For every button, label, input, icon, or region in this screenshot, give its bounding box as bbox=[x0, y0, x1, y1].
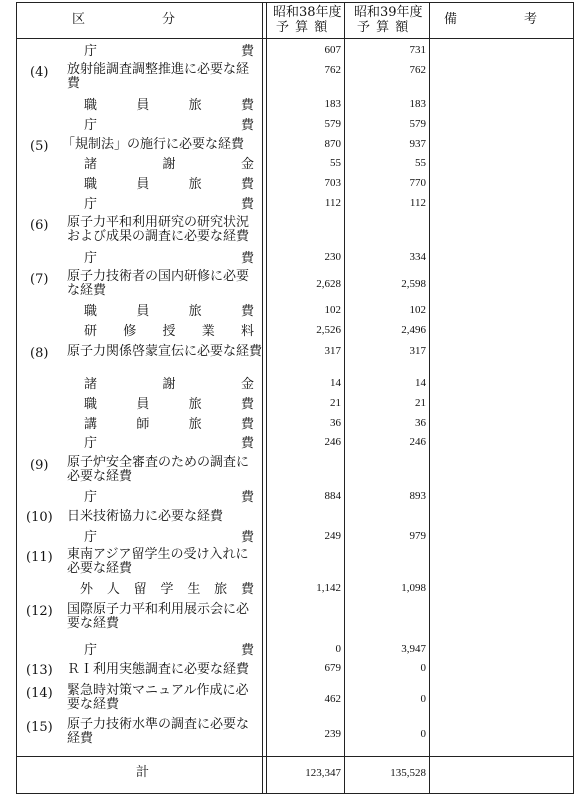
fy38-value: 2,526 bbox=[316, 324, 341, 336]
item-label: 庁 費 bbox=[84, 436, 254, 451]
item-number: (11) bbox=[26, 550, 53, 565]
item-label: 職 員 旅 費 bbox=[84, 98, 254, 113]
item-label: 原子力技術者の国内研修に必要な経費 bbox=[67, 269, 250, 298]
fy38-value: 21 bbox=[330, 397, 341, 409]
fy39-value: 334 bbox=[409, 251, 426, 263]
item-label: 研 修 授 業 料 bbox=[84, 324, 254, 339]
fy39-value: 937 bbox=[409, 138, 426, 150]
fy39-value: 21 bbox=[415, 397, 426, 409]
item-label: 庁 費 bbox=[84, 118, 254, 133]
rule-fy38-left bbox=[266, 2, 267, 794]
item-number: (14) bbox=[26, 686, 53, 701]
item-label: ＲＩ利用実態調査に必要な経費 bbox=[67, 662, 250, 677]
header-fy38-year: 昭和38年度 bbox=[273, 5, 342, 20]
item-label: 庁 費 bbox=[84, 44, 254, 59]
fy38-value: 112 bbox=[324, 197, 341, 209]
rule-top bbox=[16, 2, 574, 3]
fy39-value: 14 bbox=[415, 377, 426, 389]
rule-left bbox=[16, 2, 17, 794]
total-fy39: 135,528 bbox=[390, 767, 426, 779]
rule-category-right bbox=[262, 2, 263, 794]
header-category: 区 分 bbox=[72, 12, 178, 27]
fy38-value: 462 bbox=[324, 693, 341, 705]
rule-fy38-right bbox=[344, 2, 345, 794]
fy38-value: 230 bbox=[324, 251, 341, 263]
item-label: 庁 費 bbox=[84, 251, 254, 266]
item-number: (15) bbox=[26, 720, 53, 735]
item-label: 原子力技術水準の調査に必要な経費 bbox=[67, 717, 250, 746]
item-label: 庁 費 bbox=[84, 197, 254, 212]
rule-fy39-right bbox=[429, 2, 430, 794]
fy39-value: 2,496 bbox=[401, 324, 426, 336]
fy39-value: 102 bbox=[409, 304, 426, 316]
fy38-value: 317 bbox=[324, 345, 341, 357]
fy38-value: 2,628 bbox=[316, 278, 341, 290]
fy38-value: 870 bbox=[324, 138, 341, 150]
fy39-value: 36 bbox=[415, 417, 426, 429]
fy39-value: 731 bbox=[409, 44, 426, 56]
item-number: (13) bbox=[26, 663, 53, 678]
fy39-value: 3,947 bbox=[401, 643, 426, 655]
rule-header-bottom bbox=[16, 38, 574, 39]
item-label: 庁 費 bbox=[84, 490, 254, 505]
fy38-value: 55 bbox=[330, 157, 341, 169]
item-label: 原子炉安全審査のための調査に必要な経費 bbox=[67, 455, 250, 484]
fy39-value: 0 bbox=[420, 662, 426, 674]
header-fy39-year: 昭和39年度 bbox=[354, 5, 423, 20]
header-fy38-amount: 予 算 額 bbox=[276, 20, 329, 35]
fy38-value: 239 bbox=[324, 728, 341, 740]
fy38-value: 36 bbox=[330, 417, 341, 429]
item-number: (6) bbox=[30, 218, 49, 233]
fy39-value: 770 bbox=[409, 177, 426, 189]
fy39-value: 0 bbox=[420, 693, 426, 705]
fy38-value: 0 bbox=[335, 643, 341, 655]
header-fy39-amount: 予 算 額 bbox=[357, 20, 410, 35]
item-label: 庁 費 bbox=[84, 643, 254, 658]
item-number: (9) bbox=[30, 458, 49, 473]
item-label: 原子力関係啓蒙宣伝に必要な経費 bbox=[67, 344, 263, 359]
item-label: 職 員 旅 費 bbox=[84, 177, 254, 192]
item-label: 外 人 留 学 生 旅 費 bbox=[80, 582, 254, 597]
item-label: 講 師 旅 費 bbox=[84, 417, 254, 432]
item-label: 日米技術協力に必要な経費 bbox=[67, 509, 224, 524]
item-label: 東南アジア留学生の受け入れに必要な経費 bbox=[67, 547, 249, 576]
rule-right bbox=[573, 2, 574, 794]
item-label: 職 員 旅 費 bbox=[84, 304, 254, 319]
item-label: 国際原子力平和利用展示会に必要な経費 bbox=[67, 602, 250, 631]
item-number: (4) bbox=[30, 65, 49, 80]
fy38-value: 703 bbox=[324, 177, 341, 189]
fy38-value: 14 bbox=[330, 377, 341, 389]
fy39-value: 893 bbox=[409, 490, 426, 502]
fy38-value: 249 bbox=[324, 530, 341, 542]
fy38-value: 1,142 bbox=[316, 582, 341, 594]
item-label: 緊急時対策マニュアル作成に必要な経費 bbox=[67, 683, 249, 712]
fy39-value: 2,598 bbox=[401, 278, 426, 290]
fy38-value: 579 bbox=[324, 118, 341, 130]
fy39-value: 55 bbox=[415, 157, 426, 169]
item-label: 諸 謝 金 bbox=[84, 157, 254, 172]
fy39-value: 0 bbox=[420, 728, 426, 740]
item-number: (10) bbox=[26, 510, 53, 525]
fy38-value: 679 bbox=[324, 662, 341, 674]
rule-bottom bbox=[16, 793, 574, 794]
fy39-value: 317 bbox=[409, 345, 426, 357]
fy39-value: 762 bbox=[409, 64, 426, 76]
item-label: 「規制法」の施行に必要な経費 bbox=[62, 137, 245, 152]
fy38-value: 884 bbox=[324, 490, 341, 502]
item-label: 諸 謝 金 bbox=[84, 377, 254, 392]
item-number: (7) bbox=[30, 272, 49, 287]
item-label: 職 員 旅 費 bbox=[84, 397, 254, 412]
fy38-value: 607 bbox=[324, 44, 341, 56]
item-label: 原子力平和利用研究の研究状況および成果の調査に必要な経費 bbox=[67, 215, 250, 244]
fy38-value: 762 bbox=[324, 64, 341, 76]
item-number: (5) bbox=[30, 139, 49, 154]
fy38-value: 246 bbox=[324, 436, 341, 448]
fy38-value: 102 bbox=[324, 304, 341, 316]
fy39-value: 183 bbox=[409, 98, 426, 110]
item-label: 放射能調査調整推進に必要な経費 bbox=[67, 62, 250, 91]
rule-total-top bbox=[16, 756, 574, 757]
fy39-value: 979 bbox=[409, 530, 426, 542]
fy39-value: 1,098 bbox=[401, 582, 426, 594]
fy39-value: 579 bbox=[409, 118, 426, 130]
item-label: 庁 費 bbox=[84, 530, 254, 545]
item-number: (12) bbox=[26, 604, 53, 619]
item-number: (8) bbox=[30, 346, 49, 361]
total-fy38: 123,347 bbox=[305, 767, 341, 779]
fy39-value: 246 bbox=[409, 436, 426, 448]
header-remarks: 備 考 bbox=[444, 12, 541, 27]
fy39-value: 112 bbox=[409, 197, 426, 209]
fy38-value: 183 bbox=[324, 98, 341, 110]
total-label: 計 bbox=[136, 765, 150, 780]
